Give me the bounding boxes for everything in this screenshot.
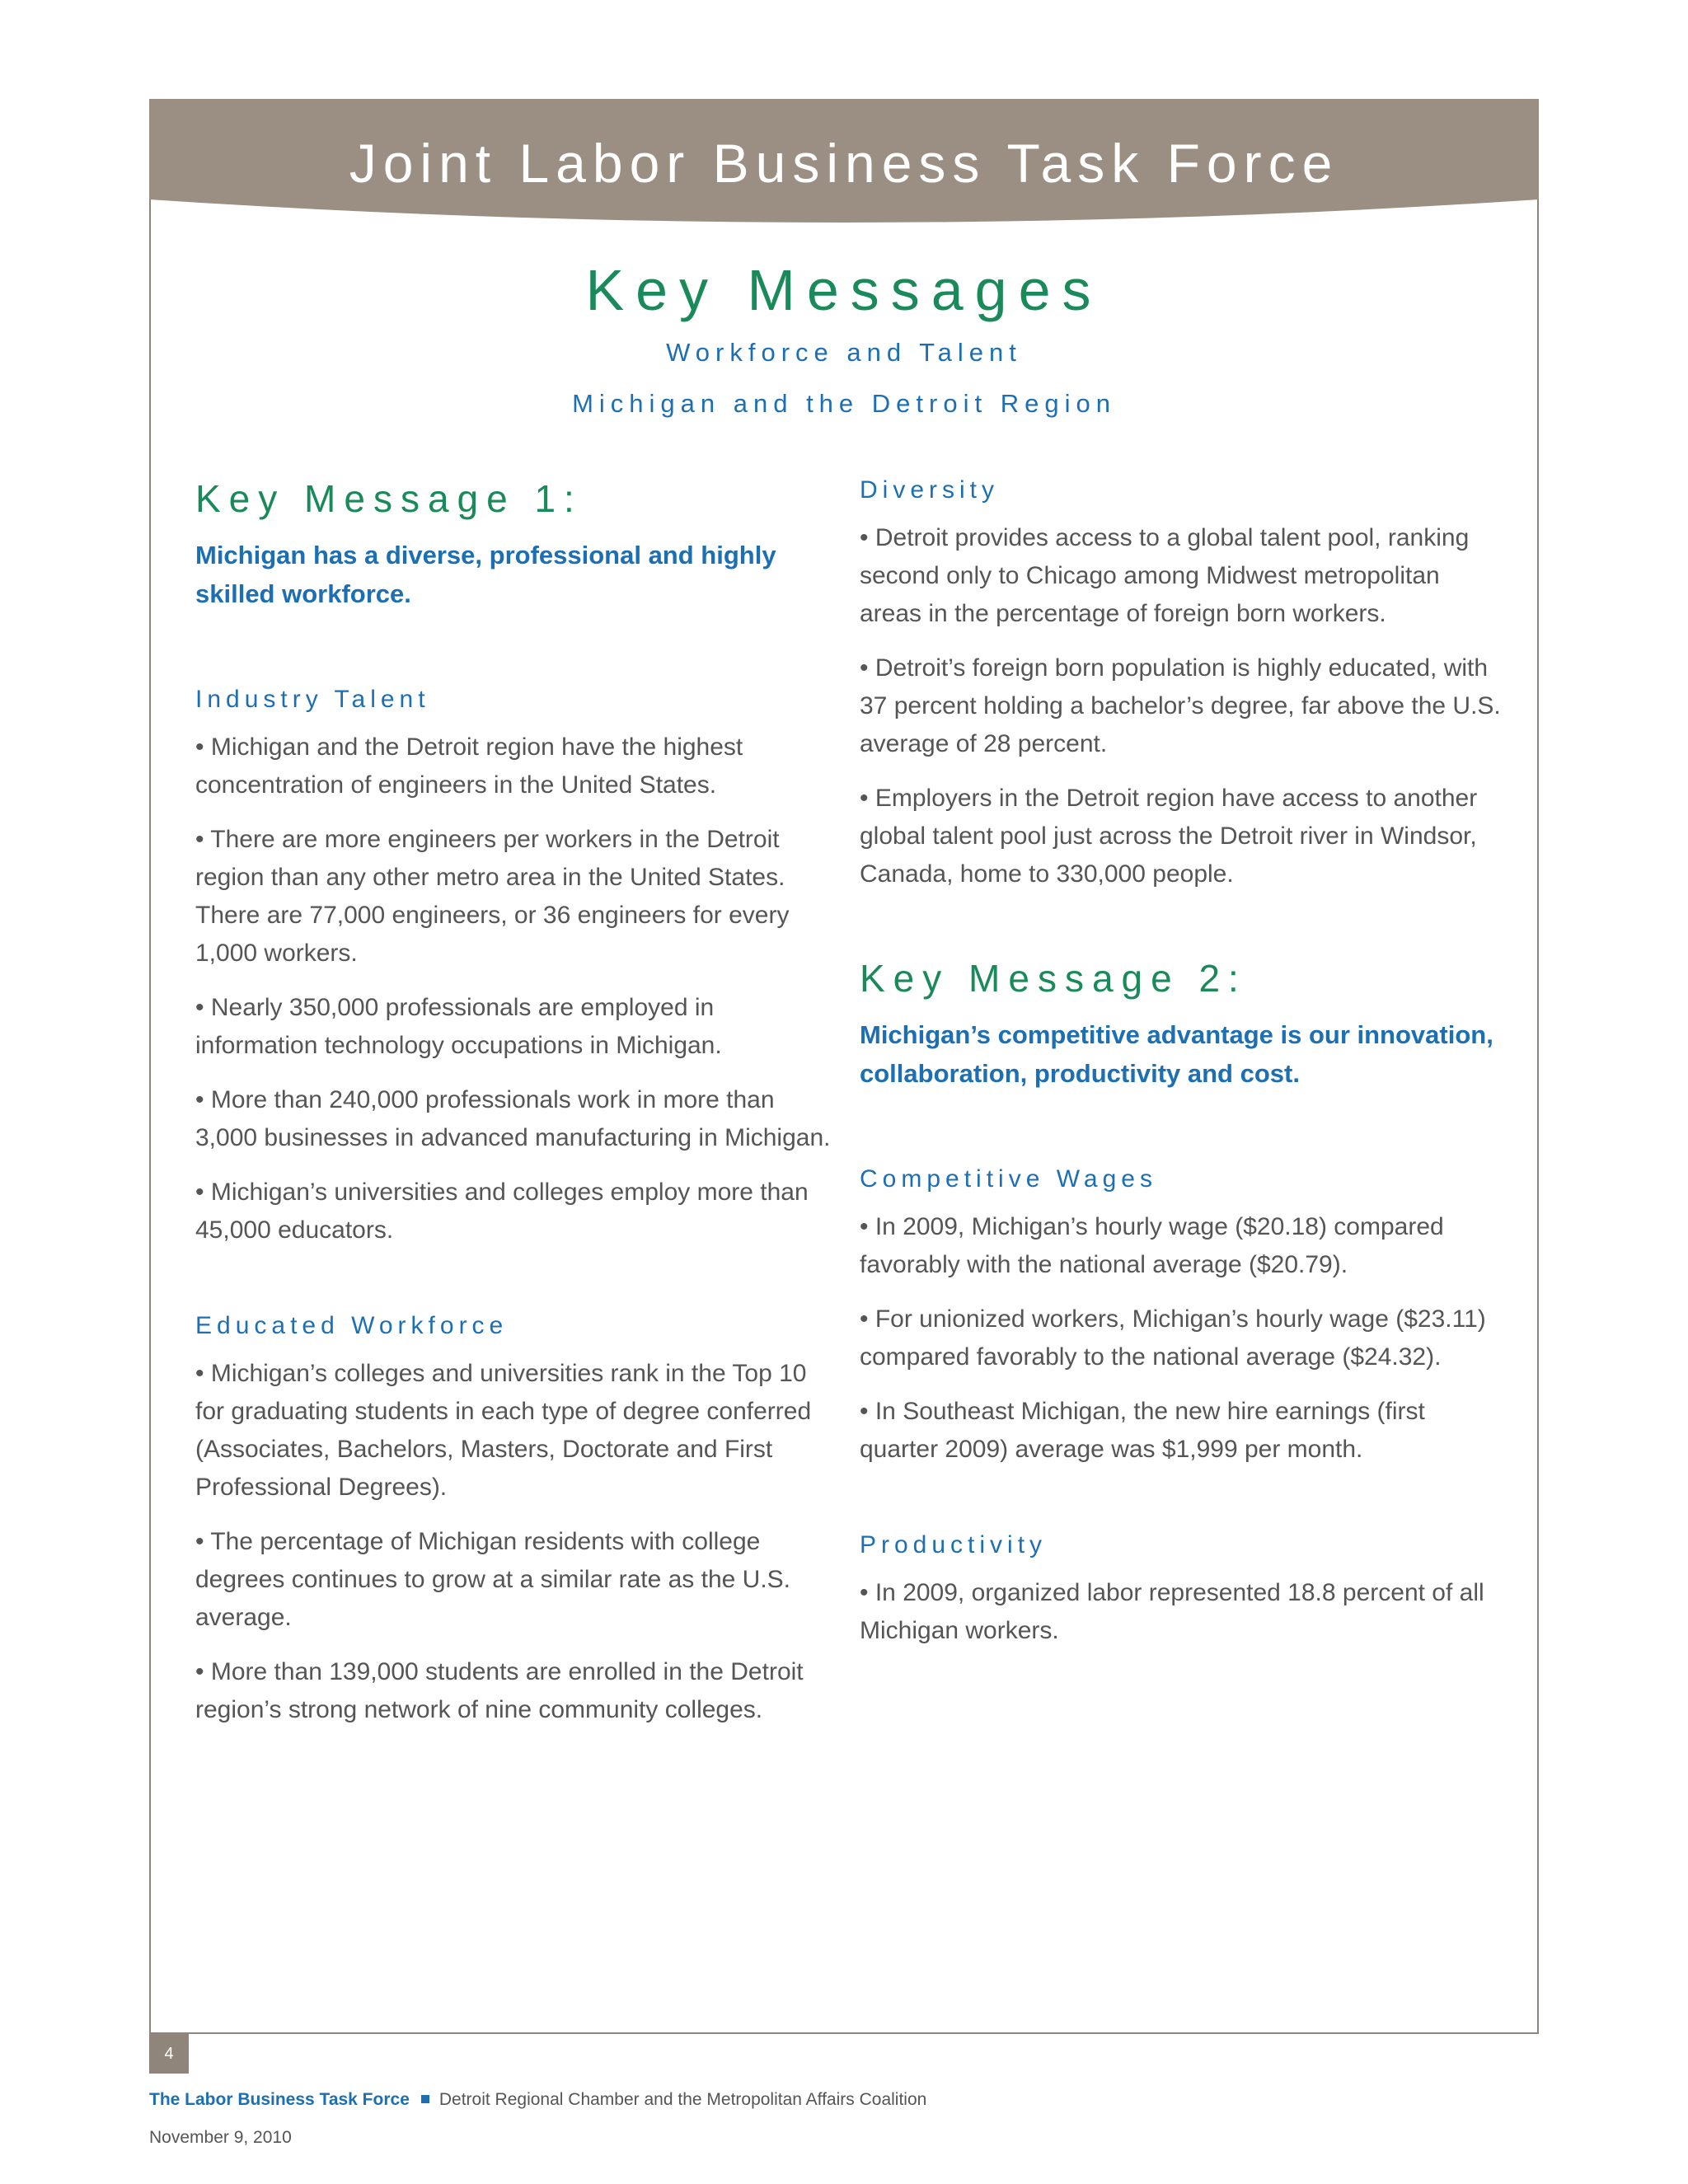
list-item: • More than 139,000 students are enrolled in the Detroit region’s strong network of nine community colleges. (195, 1658, 804, 1723)
key-message-1-statement: Michigan has a diverse, professional and highly skilled workforce. (195, 541, 776, 608)
list-item: • Michigan’s universities and colleges employ more than 45,000 educators. (195, 1179, 809, 1244)
list-item: • There are more engineers per workers in the Detroit region than any other metro area in the United States. There are 77,000 engineers, or 36 engineers for every 1,000 workers. (195, 826, 790, 967)
list-item: • The percentage of Michigan residents with college degrees continues to grow at a similar rate as the U.S. average. (195, 1528, 791, 1631)
list-item: • Detroit’s foreign born population is highly educated, with 37 percent holding a bachelor’s degree, far above the U.S. average of 28 percent. (860, 654, 1501, 757)
list-item: • More than 240,000 professionals work in more than 3,000 businesses in advanced manufacturing in Michigan. (195, 1086, 831, 1151)
footer-credit (149, 2090, 926, 2110)
list-item: • Michigan’s colleges and universities rank in the Top 10 for graduating students in each type of degree conferred (Associates, Bachelors, Masters, Doctorate and First Professional Degrees). (195, 1360, 812, 1501)
key-message-1-heading: Key Message 1: (195, 477, 583, 520)
footer-separator-icon (421, 2095, 429, 2103)
page-number: 4 (149, 2034, 189, 2074)
list-item: • In Southeast Michigan, the new hire earnings (first quarter 2009) average was $1,999 per month. (860, 1398, 1425, 1463)
list-item: • In 2009, organized labor represented 18.8 percent of all Michigan workers. (860, 1579, 1484, 1644)
diversity-heading: Diversity (860, 476, 1000, 504)
list-item: • Employers in the Detroit region have access to another global talent pool just across the Detroit river in Windsor, Canada, home to 330,000 people. (860, 785, 1478, 888)
key-message-2-statement: Michigan’s competitive advantage is our innovation, collaboration, productivity and cost. (860, 1020, 1493, 1088)
footer-partners: Detroit Regional Chamber and the Metropolitan Affairs Coalition (438, 2090, 927, 2109)
competitive-wages-heading: Competitive Wages (860, 1165, 1157, 1193)
educated-workforce-heading: Educated Workforce (195, 1312, 509, 1339)
key-message-2-heading: Key Message 2: (860, 957, 1247, 1000)
page-subtitle-region: Michigan and the Detroit Region (572, 389, 1116, 418)
right-column (860, 476, 1503, 1666)
list-item: • For unionized workers, Michigan’s hourly wage ($23.11) compared favorably to the national average ($24.32). (860, 1305, 1486, 1371)
page-title: Key Messages (585, 258, 1103, 322)
footer-date: November 9, 2010 (149, 2128, 292, 2147)
industry-talent-heading: Industry Talent (195, 686, 430, 713)
page-subtitle-topic: Workforce and Talent (666, 338, 1022, 367)
list-item: • Michigan and the Detroit region have the highest concentration of engineers in the United States. (195, 733, 743, 799)
list-item: • In 2009, Michigan’s hourly wage ($20.18) compared favorably with the national average ($20.79). (860, 1213, 1444, 1278)
productivity-heading: Productivity (860, 1531, 1048, 1558)
list-item: • Nearly 350,000 professionals are employed in information technology occupations in Michigan. (195, 994, 722, 1059)
left-column (195, 476, 838, 1746)
list-item: • Detroit provides access to a global talent pool, ranking second only to Chicago among Midwest metropolitan areas in the percentage of foreign born workers. (860, 524, 1470, 627)
banner-title: Joint Labor Business Task Force (349, 133, 1339, 194)
footer-org: The Labor Business Task Force (149, 2090, 410, 2109)
